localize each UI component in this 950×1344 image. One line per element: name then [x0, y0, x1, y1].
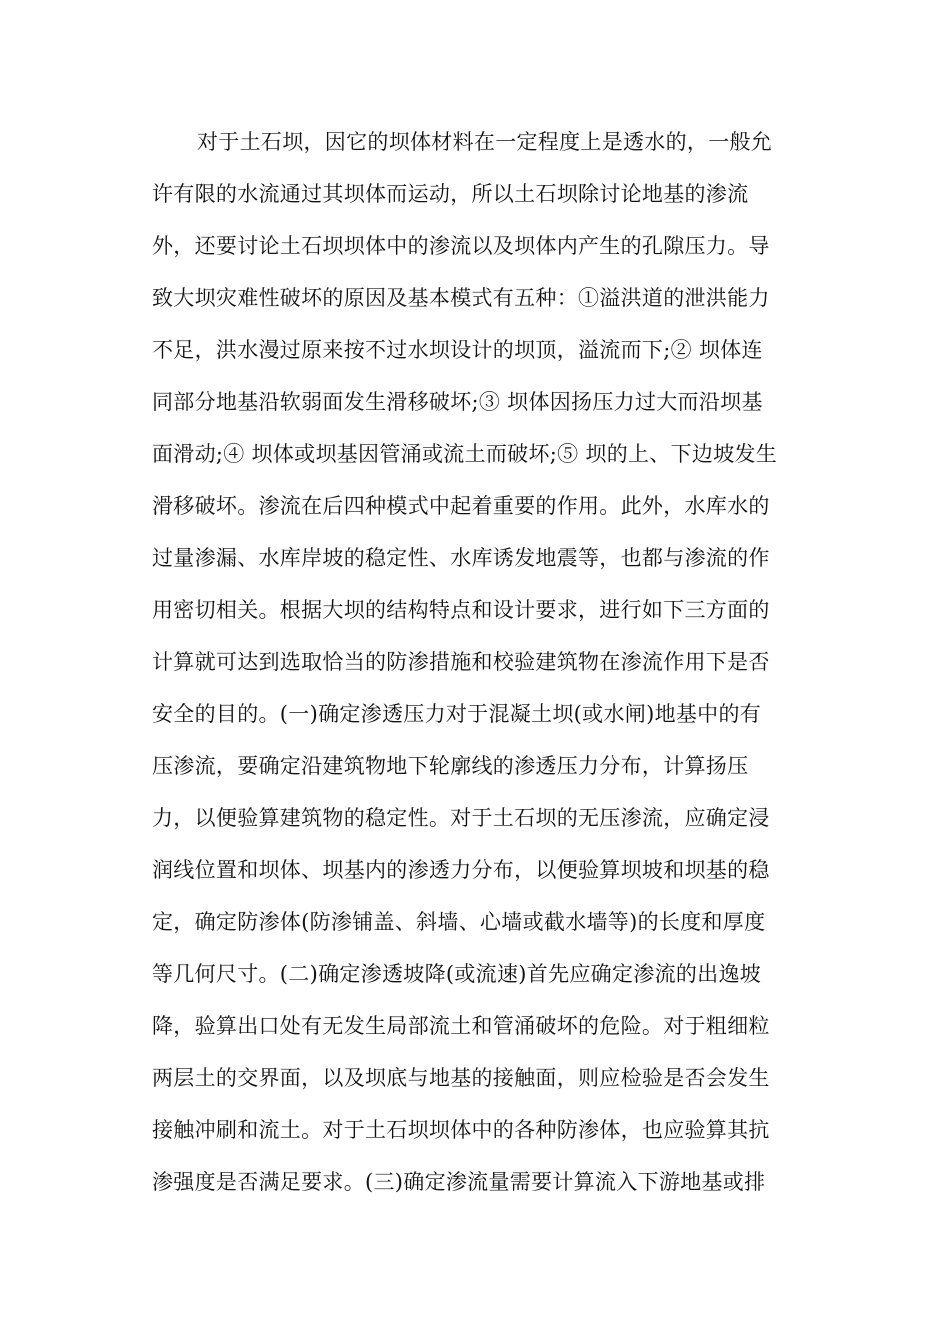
body-paragraph: [152, 116, 812, 1208]
text-line: 安全的目的。(一)确定渗透压力对于混凝土坝(或水闸)地基中的有: [152, 702, 762, 726]
text-line: 过量渗漏、水库岸坡的稳定性、水库诱发地震等，也都与渗流的作: [152, 546, 770, 570]
text-line: 滑移破坏。渗流在后四种模式中起着重要的作用。此外，水库水的: [152, 494, 770, 518]
text-line: 力，以便验算建筑物的稳定性。对于土石坝的无压渗流，应确定浸: [152, 806, 770, 830]
text-line: 不足，洪水漫过原来按不过水坝设计的坝顶，溢流而下;② 坝体连: [152, 338, 763, 362]
text-line: 计算就可达到选取恰当的防渗措施和校验建筑物在渗流作用下是否: [152, 650, 770, 674]
text-line: 外，还要讨论土石坝坝体中的渗流以及坝体内产生的孔隙压力。导: [152, 234, 770, 258]
text-line: 渗强度是否满足要求。(三)确定渗流量需要计算流入下游地基或排: [152, 1170, 766, 1194]
text-line: 压渗流，要确定沿建筑物地下轮廓线的渗透压力分布，计算扬压: [152, 754, 749, 778]
text-line: 许有限的水流通过其坝体而运动，所以土石坝除讨论地基的渗流: [152, 182, 749, 206]
text-line: 致大坝灾难性破坏的原因及基本模式有五种：①溢洪道的泄洪能力: [152, 286, 770, 310]
text-line: 面滑动;④ 坝体或坝基因管涌或流土而破坏;⑤ 坝的上、下边坡发生: [152, 442, 778, 466]
text-line: 同部分地基沿软弱面发生滑移破坏;③ 坝体因扬压力过大而沿坝基: [152, 390, 763, 414]
text-line: 对于土石坝，因它的坝体材料在一定程度上是透水的，一般允: [197, 130, 773, 154]
text-line: 用密切相关。根据大坝的结构特点和设计要求，进行如下三方面的: [152, 598, 770, 622]
text-line: 降，验算出口处有无发生局部流土和管涌破坏的危险。对于粗细粒: [152, 1014, 770, 1038]
text-line: 定，确定防渗体(防渗铺盖、斜墙、心墙或截水墙等)的长度和厚度: [152, 910, 766, 934]
text-line: 等几何尺寸。(二)确定渗透坡降(或流速)首先应确定渗流的出逸坡: [152, 962, 762, 986]
text-line: 接触冲刷和流土。对于土石坝坝体中的各种防渗体，也应验算其抗: [152, 1118, 770, 1142]
text-line: 两层土的交界面，以及坝底与地基的接触面，则应检验是否会发生: [152, 1066, 770, 1090]
text-line: 润线位置和坝体、坝基内的渗透力分布，以便验算坝坡和坝基的稳: [152, 858, 770, 882]
